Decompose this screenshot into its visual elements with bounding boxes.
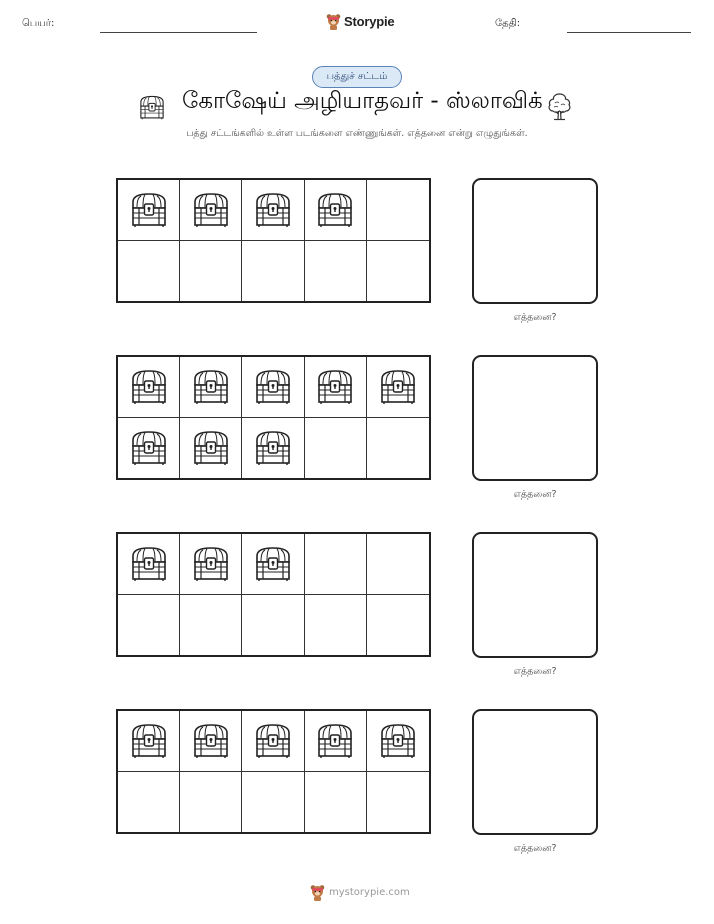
title-row [0,88,714,124]
answer-box-1[interactable] [472,178,598,304]
treasure-chest-icon [191,546,231,582]
treasure-chest-icon [191,192,231,228]
frame-cell [242,180,304,241]
treasure-chest-icon [129,546,169,582]
frame-cell [180,711,242,772]
frame-cell [305,180,367,241]
frame-cell [305,772,367,833]
frame-cell [242,534,304,595]
frame-cell [118,180,180,241]
treasure-chest-icon [253,723,293,759]
frame-cell [367,418,429,479]
ten-frame-2 [116,355,431,480]
treasure-chest-icon [378,723,418,759]
frame-cell [242,595,304,656]
frame-cell [242,241,304,302]
treasure-chest-icon [315,369,355,405]
frame-cell [118,772,180,833]
ten-frame-3 [116,532,431,657]
treasure-chest-icon [138,95,166,120]
frame-cell [305,595,367,656]
answer-box-2[interactable] [472,355,598,481]
treasure-chest-icon [315,723,355,759]
frame-cell [180,772,242,833]
treasure-chest-icon [378,369,418,405]
frame-cell [305,534,367,595]
frame-cell [367,595,429,656]
frame-cell [180,357,242,418]
answer-box-4[interactable] [472,709,598,835]
frame-cell [180,180,242,241]
answer-label-1: எத்தனை? [513,312,557,323]
frame-cell [180,418,242,479]
bear-mascot-icon [310,884,325,901]
date-label: தேதி: [495,18,521,29]
frame-cell [305,711,367,772]
frame-cell [180,241,242,302]
instructions: பத்து சட்டங்களில் உள்ள படங்களை எண்ணுங்கள். எத்தனை என்று எழுதுங்கள். [186,128,528,139]
frame-cell [242,357,304,418]
footer-url: mystorypie.com [329,887,410,898]
page-title: கோஷேய் அழியாதவர் - ஸ்லாவிக் [182,88,543,114]
brand-logo [326,13,394,30]
frame-cell [367,357,429,418]
treasure-chest-icon [191,723,231,759]
frame-cell [305,357,367,418]
frame-cell [305,241,367,302]
treasure-chest-icon [253,430,293,466]
treasure-chest-icon [129,430,169,466]
frame-cell [242,772,304,833]
treasure-chest-icon [191,430,231,466]
frame-cell [367,241,429,302]
treasure-chest-icon [191,369,231,405]
footer [310,884,410,901]
bear-mascot-icon [326,13,341,30]
frame-cell [118,357,180,418]
frame-cell [180,595,242,656]
brand-name: Storypie [344,14,395,29]
treasure-chest-icon [129,723,169,759]
name-line[interactable] [100,32,257,33]
frame-cell [118,595,180,656]
treasure-chest-icon [129,369,169,405]
worksheet-type-badge: பத்துச் சட்டம் [312,66,402,88]
treasure-chest-icon [129,192,169,228]
frame-cell [367,180,429,241]
ten-frame-4 [116,709,431,834]
treasure-chest-icon [253,192,293,228]
ten-frame-1 [116,178,431,303]
frame-cell [118,711,180,772]
frame-cell [118,241,180,302]
frame-cell [180,534,242,595]
frame-cell [242,418,304,479]
date-line[interactable] [567,32,691,33]
tree-icon [546,92,573,121]
answer-box-3[interactable] [472,532,598,658]
frame-cell [367,772,429,833]
frame-cell [242,711,304,772]
name-label: பெயர்: [22,18,55,29]
treasure-chest-icon [253,546,293,582]
frame-cell [367,534,429,595]
frame-cell [367,711,429,772]
frame-cell [118,418,180,479]
frame-cell [118,534,180,595]
treasure-chest-icon [315,192,355,228]
treasure-chest-icon [253,369,293,405]
answer-label-4: எத்தனை? [513,843,557,854]
answer-label-2: எத்தனை? [513,489,557,500]
answer-label-3: எத்தனை? [513,666,557,677]
frame-cell [305,418,367,479]
